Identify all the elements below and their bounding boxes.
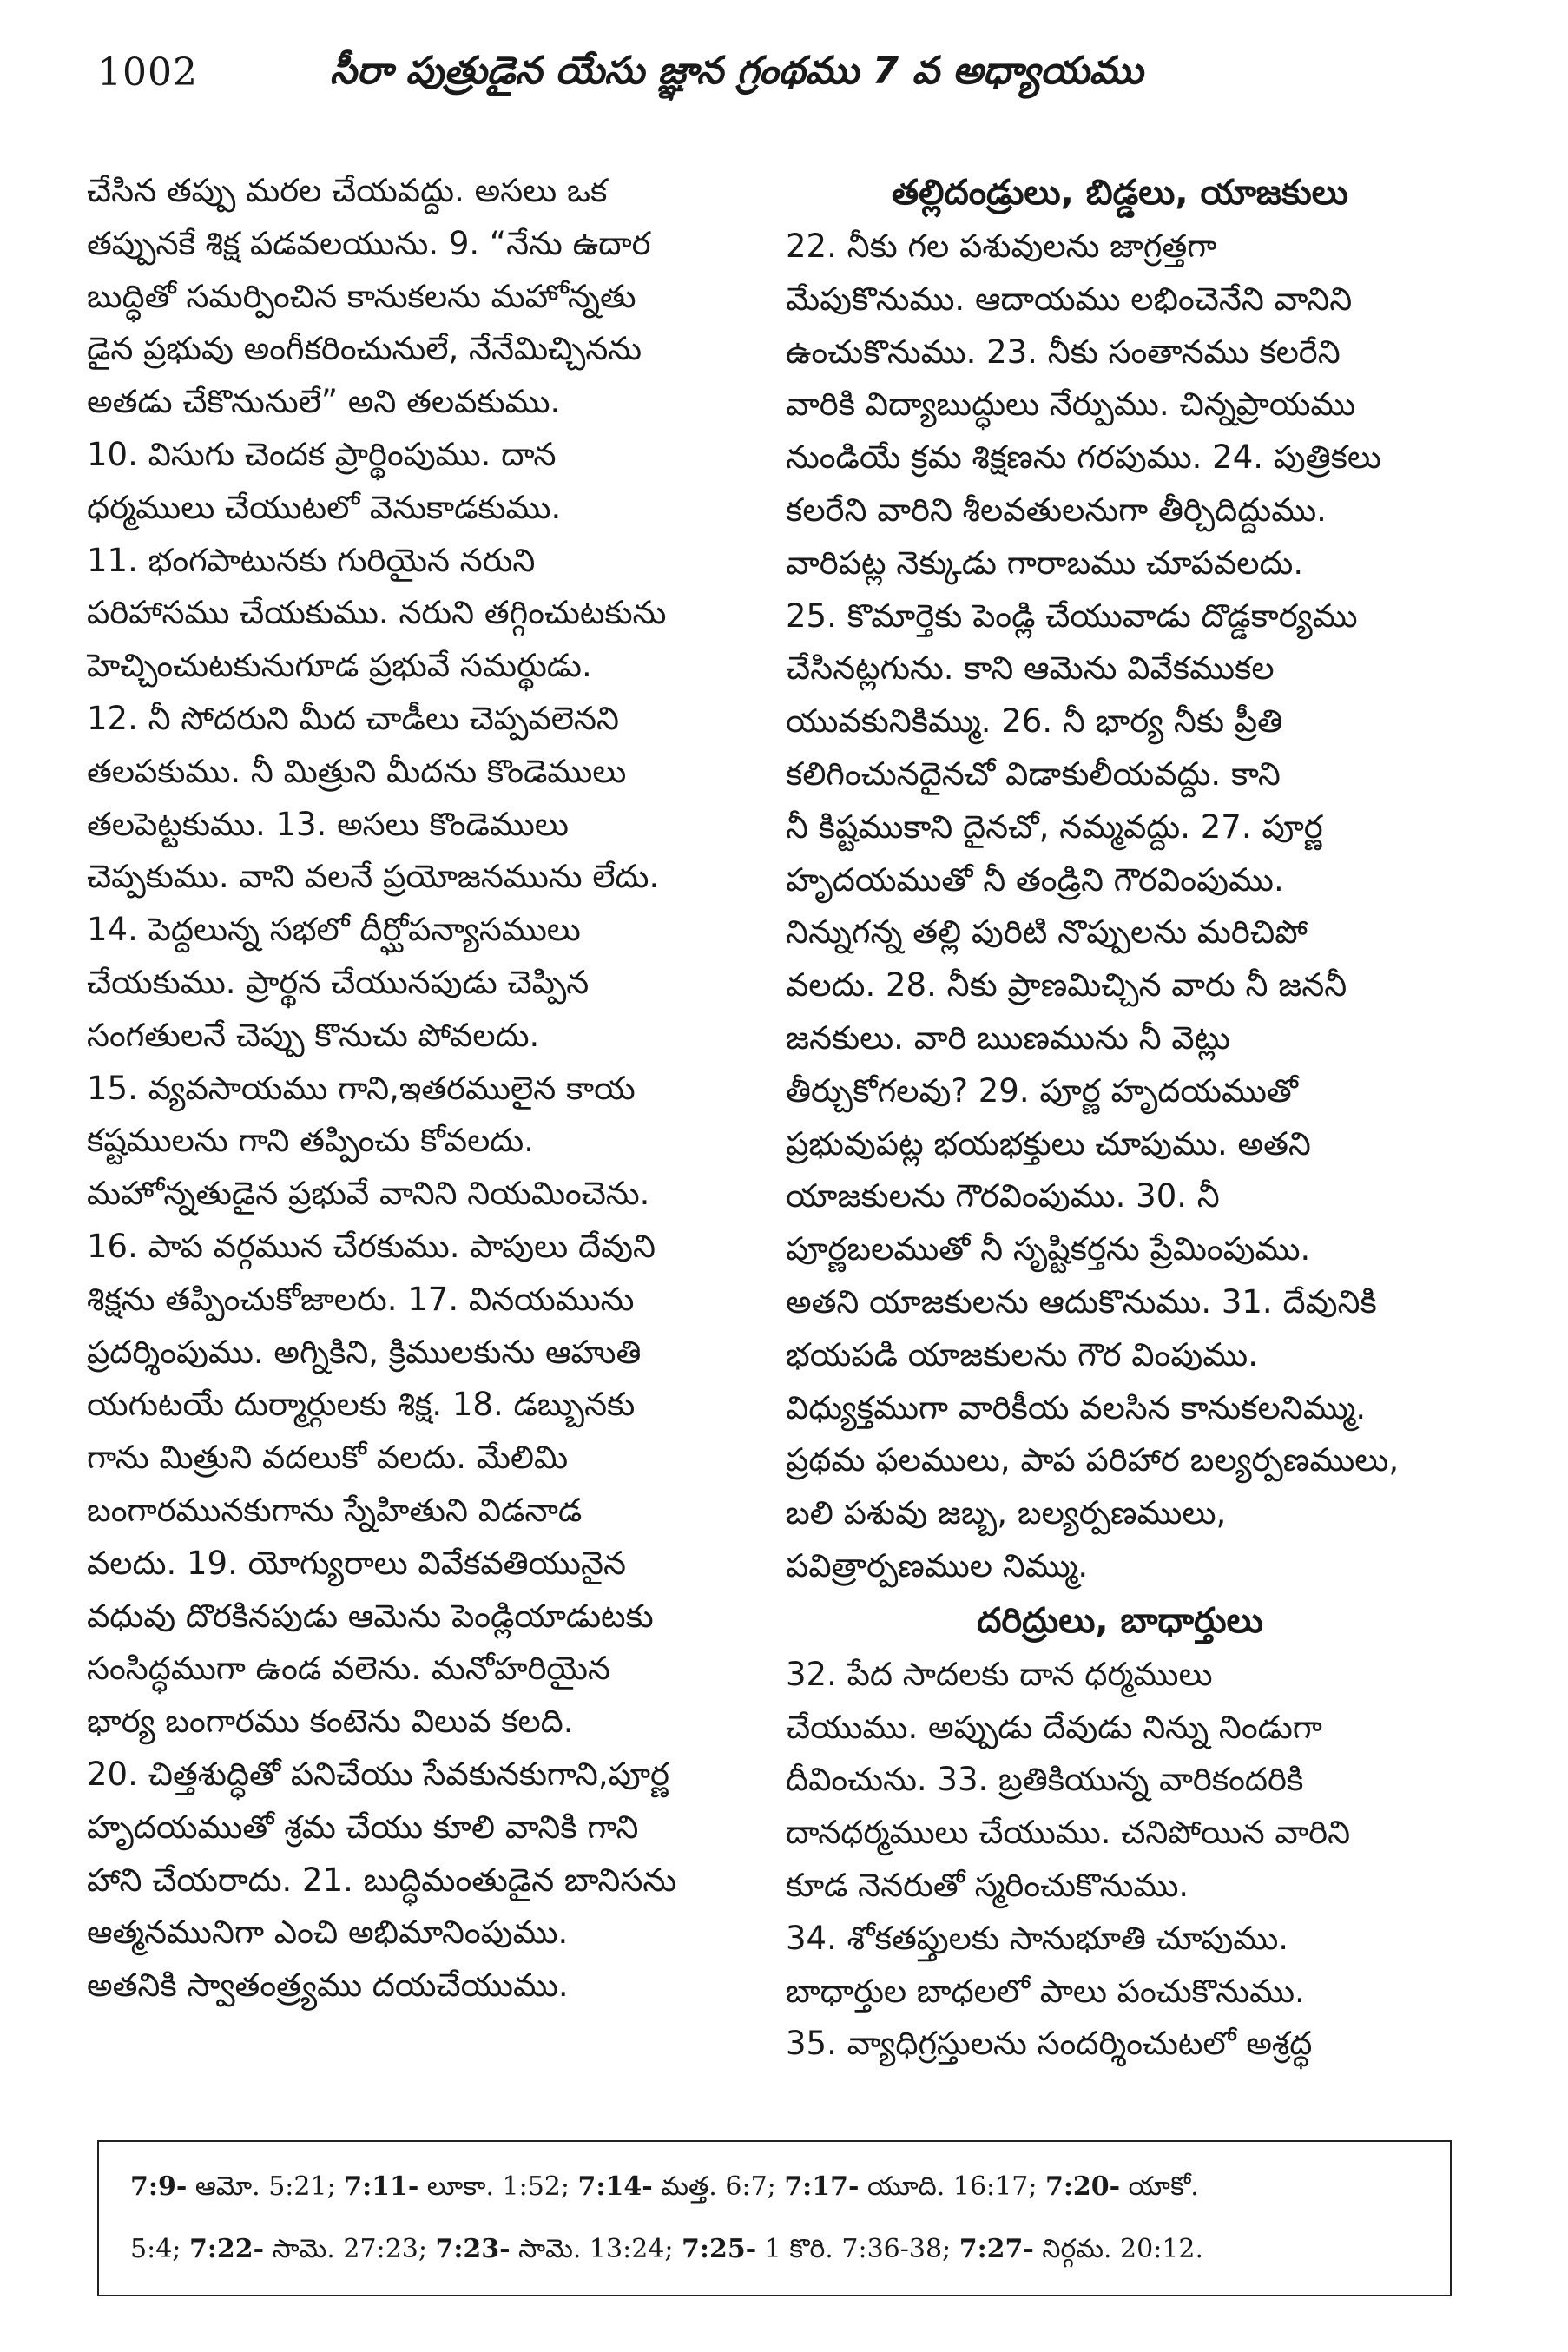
text-line: గాను మిత్రుని వదలుకో వలదు. మేలిమి xyxy=(87,1439,569,1477)
text-line: పరిహాసము చేయకుము. నరుని తగ్గించుటకును xyxy=(87,594,667,632)
footnote-ref: 7:11- xyxy=(344,2171,419,2202)
text-line: బుద్ధితో సమర్పించిన కానుకలను మహోన్నతు xyxy=(87,277,636,315)
text-line: భార్య బంగారము కంటెను విలువ కలది. xyxy=(87,1703,574,1741)
text-line: మేపుకొనుము. ఆదాయము లభించెనేని వానిని xyxy=(786,280,1353,318)
footnote-line-2 xyxy=(130,2218,1419,2281)
text-line: తీర్చుకోగలవు? 29. పూర్ణ హృదయముతో xyxy=(786,1071,1299,1110)
text-line: 16. పాప వర్గమున చేరకుము. పాపులు దేవుని xyxy=(87,1227,656,1265)
footnote-citation: మత్త. 6:7; xyxy=(652,2171,785,2202)
footnote-citation: సామె. 13:24; xyxy=(510,2234,682,2264)
text-line: 14. పెద్దలున్న సభలో దీర్ఘోపన్యాసములు xyxy=(87,911,581,949)
text-line: కష్టములను గాని తప్పించు కోవలదు. xyxy=(87,1122,534,1160)
text-line: అతనికి స్వాతంత్ర్యము దయచేయుము. xyxy=(87,1967,569,2005)
right-column-section-2 xyxy=(786,1649,1454,2071)
footnote-citation: నిర్గమ. 20:12. xyxy=(1033,2234,1204,2264)
text-line: 25. కొమార్తెకు పెండ్లి చేయువాడు దొడ్డకార్యము xyxy=(786,596,1358,635)
text-line: మహోన్నతుడైన ప్రభువే వానిని నియమించెను. xyxy=(87,1175,650,1213)
footnote-citation: ఆమో. 5:21; xyxy=(187,2171,345,2202)
text-line: దానధర్మములు చేయుము. చనిపోయిన వారిని xyxy=(786,1814,1351,1852)
footnote-citation: యూది. 16:17; xyxy=(859,2171,1045,2202)
text-line: తప్పునకే శిక్ష పడవలయును. 9. “నేను ఉదార xyxy=(87,224,651,262)
text-line: వారికి విద్యాబుద్ధులు నేర్పుము. చిన్నప్రాయము xyxy=(786,385,1356,424)
text-line: తలపకుము. నీ మిత్రుని మీదను కొండెములు xyxy=(87,752,627,790)
text-line: నుండియే క్రమ శిక్షణను గరపుము. 24. పుత్రికలు xyxy=(786,438,1381,477)
text-line: విధ్యుక్తముగా వారికీయ వలసిన కానుకలనిమ్ము. xyxy=(786,1388,1367,1426)
text-line: శిక్షను తప్పించుకోజాలరు. 17. వినయమును xyxy=(87,1280,635,1318)
text-line: 15. వ్యవసాయము గాని,ఇతరములైన కాయ xyxy=(87,1069,636,1107)
running-title: సీరా పుత్రుడైన యేసు జ్ఞాన గ్రంథము 7 వ అధ్యాయము xyxy=(330,49,1143,93)
text-line: వలదు. 28. నీకు ప్రాణమిచ్చిన వారు నీ జననీ xyxy=(786,966,1347,1005)
right-column-section-1 xyxy=(786,221,1454,1593)
text-line: 22. నీకు గల పశువులను జాగ్రత్తగా xyxy=(786,227,1217,265)
text-line: 32. పేద సాదలకు దాన ధర్మములు xyxy=(786,1655,1213,1693)
text-line: చేసిన తప్పు మరల చేయవద్దు. అసలు ఒక xyxy=(87,172,608,209)
text-line: బలి పశువు జబ్బ, బల్యర్పణములు, xyxy=(786,1494,1227,1532)
text-line: సంగతులనే చెప్పు కొనుచు పోవలదు. xyxy=(87,1016,540,1054)
footnote-ref: 7:22- xyxy=(188,2234,265,2264)
text-line: ప్రదర్శింపుము. అగ్నికిని, క్రిములకును ఆహుతి xyxy=(87,1333,642,1371)
footnote-citation: 1 కొరి. 7:36-38; xyxy=(756,2234,959,2264)
footnote-line-1 xyxy=(130,2156,1419,2218)
text-line: నిన్నుగన్న తల్లి పురిటి నొప్పులను మరిచిపో xyxy=(786,913,1308,952)
text-line: సంసిద్ధముగా ఉండ వలెను. మనోహరియైన xyxy=(87,1650,610,1688)
page-number: 1002 xyxy=(97,50,198,95)
text-line: 11. భంగపాటునకు గురియైన నరుని xyxy=(87,541,536,579)
text-line: డైన ప్రభువు అంగీకరించునులే, నేనేమిచ్చినను xyxy=(87,330,642,368)
text-line: జనకులు. వారి ఋణమును నీ వెట్లు xyxy=(786,1018,1230,1057)
footnote-citation: 5:4; xyxy=(130,2234,189,2264)
text-line: నీ కిష్టముకాని దైనచో, నమ్మవద్దు. 27. పూర్ణ xyxy=(786,807,1323,846)
footnote-box xyxy=(97,2140,1452,2296)
text-line: 12. నీ సోదరుని మీద చాడీలు చెప్పవలెనని xyxy=(87,699,619,737)
text-line: వారిపట్ల నెక్కుడు గారాబము చూపవలదు. xyxy=(786,544,1304,582)
footnote-ref: 7:9- xyxy=(130,2171,188,2202)
text-line: బంగారమునకుగాను స్నేహితుని విడనాడ xyxy=(87,1491,583,1529)
text-line: కలిగించునదైనచో విడాకులీయవద్దు. కాని xyxy=(786,754,1281,793)
text-line: వధువు దొరకినపుడు ఆమెను పెండ్లియాడుటకు xyxy=(87,1597,654,1635)
footnote-ref: 7:17- xyxy=(784,2171,860,2202)
footnote-citation: సామె. 27:23; xyxy=(264,2234,436,2264)
text-line: యాజకులను గౌరవింపుము. 30. నీ xyxy=(786,1177,1220,1216)
footnote-ref: 7:27- xyxy=(959,2234,1034,2264)
text-line: చెప్పకుము. వాని వలనే ప్రయోజనమును లేదు. xyxy=(87,858,660,896)
text-line: హృదయముతో నీ తండ్రిని గౌరవింపుము. xyxy=(786,860,1284,899)
text-line: యువకునికిమ్ము. 26. నీ భార్య నీకు ప్రీతి xyxy=(786,702,1283,741)
text-line: చేసినట్లగును. కాని ఆమెను వివేకముకల xyxy=(786,649,1275,688)
left-column xyxy=(87,165,755,2013)
text-line: హెచ్చించుటకునుగూడ ప్రభువే సమర్థుడు. xyxy=(87,647,592,685)
text-line: తలపెట్టకుము. 13. అసలు కొండెములు xyxy=(87,805,569,843)
text-line: యగుటయే దుర్మార్గులకు శిక్ష. 18. డబ్బునకు xyxy=(87,1386,636,1424)
text-line: చేయకుము. ప్రార్థన చేయునపుడు చెప్పిన xyxy=(87,963,590,1001)
footnote-ref: 7:25- xyxy=(682,2234,757,2264)
text-line: హృదయముతో శ్రమ చేయు కూలి వానికి గాని xyxy=(87,1808,639,1846)
text-line: భయపడి యాజకులను గౌర వింపుము. xyxy=(786,1335,1258,1374)
text-line: ప్రథమ ఫలములు, పాప పరిహార బల్యర్పణములు, xyxy=(786,1441,1400,1479)
text-line: ఉంచుకొనుము. 23. నీకు సంతానము కలరేని xyxy=(786,333,1341,371)
text-line: వలదు. 19. యోగ్యురాలు వివేకవతియునైన xyxy=(87,1544,626,1582)
text-line: పవిత్రార్పణముల నిమ్ము. xyxy=(786,1546,1089,1584)
text-line: ధర్మములు చేయుటలో వెనుకాడకుము. xyxy=(87,488,562,526)
text-line: అతడు చేకొనునులే” అని తలవకుము. xyxy=(87,383,561,421)
section-heading-parents-children-priests: తల్లిదండ్రులు, బిడ్డలు, యాజకులు xyxy=(892,173,1348,213)
footnote-ref: 7:20- xyxy=(1044,2171,1121,2202)
footnote-citation: యాకో. xyxy=(1120,2171,1199,2202)
text-line: కూడ నెనరుతో స్మరించుకొనుము. xyxy=(786,1866,1189,1904)
text-line: పూర్ణబలముతో నీ సృష్టికర్తను ప్రేమింపుము. xyxy=(786,1230,1311,1268)
text-line: ఆత్మనమునిగా ఎంచి అభిమానింపుము. xyxy=(87,1914,569,1952)
text-line: 20. చిత్తశుద్ధితో పనిచేయు సేవకునకుగాని,పూర్ణ xyxy=(87,1755,669,1793)
text-line: హాని చేయరాదు. 21. బుద్ధిమంతుడైన బానిసను xyxy=(87,1861,677,1899)
text-line: బాధార్తుల బాధలలో పాలు పంచుకొనుము. xyxy=(786,1972,1305,2010)
section-heading-poor-afflicted: దరిద్రులు, బాధార్తులు xyxy=(977,1600,1263,1641)
footnote-citation: లూకా. 1:52; xyxy=(418,2171,578,2202)
right-column xyxy=(786,165,1454,2071)
text-line: చేయుము. అప్పుడు దేవుడు నిన్ను నిండుగా xyxy=(786,1708,1322,1746)
text-line: కలరేని వారిని శీలవతులనుగా తీర్చిదిద్దుము. xyxy=(786,491,1327,529)
text-line: 35. వ్యాధిగ్రస్తులను సందర్శించుటలో అశ్రద్ధ xyxy=(786,2025,1313,2063)
text-line: ప్రభువుపట్ల భయభక్తులు చూపుము. అతని xyxy=(786,1124,1311,1163)
text-line: 34. శోకతప్తులకు సానుభూతి చూపుము. xyxy=(786,1919,1289,1957)
footnote-ref: 7:23- xyxy=(435,2234,511,2264)
footnote-ref: 7:14- xyxy=(577,2171,653,2202)
text-line: అతని యాజకులను ఆదుకొనుము. 31. దేవునికి xyxy=(786,1282,1377,1321)
text-line: దీవించును. 33. బ్రతికియున్న వారికందరికి xyxy=(786,1761,1304,1799)
text-line: 10. విసుగు చెందక ప్రార్థింపుము. దాన xyxy=(87,435,557,473)
